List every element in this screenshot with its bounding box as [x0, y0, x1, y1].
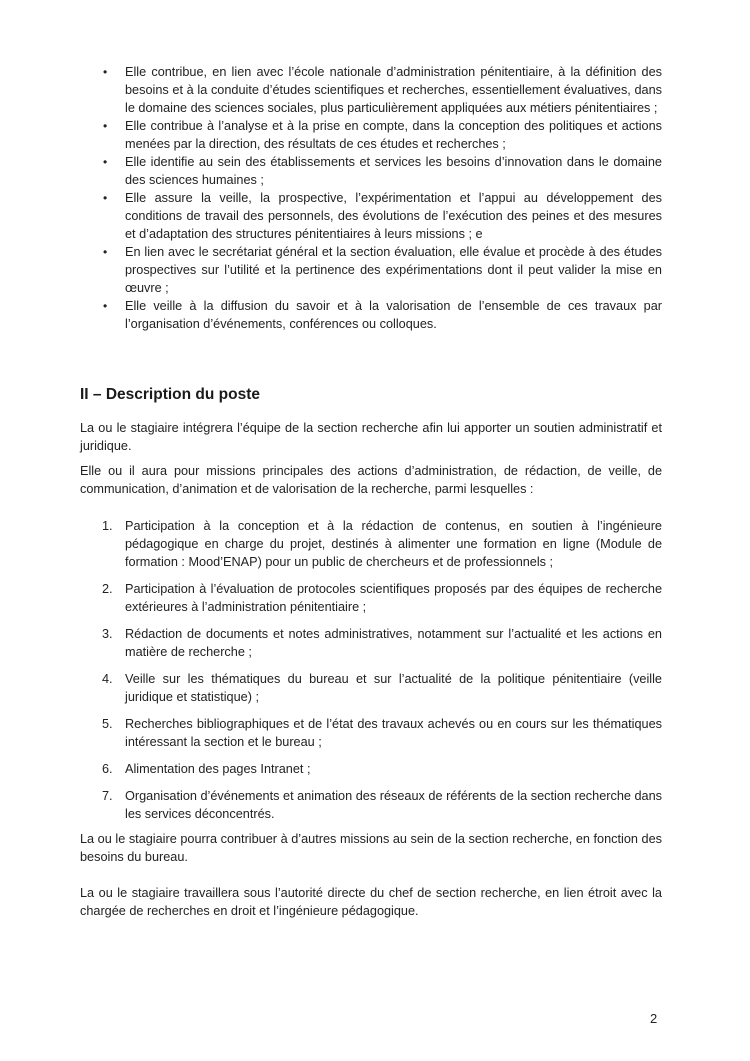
list-item: • Elle identifie au sein des établissements et services les besoins d’innovation dans le domaine des sciences humaines ; [103, 155, 662, 187]
list-item: • Elle contribue, en lien avec l’école nationale d’administration pénitentiaire, à la définition des besoins et à la conduite d’études scientifiques et recherches, essentiellement évaluatives, dans le domaine des sciences sociales, plus particulièrement appliquées aux métiers pénitentiaires ; [103, 65, 662, 115]
list-item: 1. Participation à la conception et à la rédaction de contenus, en soutien à l’ingénieure pédagogique en charge du projet, destinés à alimenter une formation en ligne (Module de formation : Mood’ENAP) pour un public de chercheurs et de professionnels ; [102, 519, 662, 569]
list-item: 5. Recherches bibliographiques et de l’état des travaux achevés ou en cours sur les thématiques intéressant la section et le bureau ; [102, 717, 662, 749]
item-number: 2. [102, 582, 113, 596]
closing-paragraph-1: La ou le stagiaire pourra contribuer à d’autres missions au sein de la section recherche, en fonction des besoins du bureau. [80, 832, 662, 864]
list-item: • Elle assure la veille, la prospective, l’expérimentation et l’appui au développement des conditions de travail des personnels, des évolutions de l’exécution des peines et des mesures et d’adaptation des structures pénitentiaires à leurs missions ; e [103, 191, 662, 241]
missions-intro-paragraph: Elle ou il aura pour missions principales des actions d’administration, de rédaction, de veille, de communication, d’animation et de valorisation de la recherche, parmi lesquelles : [80, 464, 662, 496]
page-number: 2 [650, 1011, 658, 1026]
item-number: 3. [102, 627, 113, 641]
item-number: 7. [102, 789, 113, 803]
list-item: 3. Rédaction de documents et notes administratives, notamment sur l’actualité et les actions en matière de recherche ; [102, 627, 662, 659]
list-item: 2. Participation à l’évaluation de protocoles scientifiques proposés par des équipes de recherche extérieures à l’administration pénitentiaire ; [102, 582, 662, 614]
list-item: 4. Veille sur les thématiques du bureau et sur l’actualité de la politique pénitentiaire (veille juridique et statistique) ; [102, 672, 662, 704]
section-title: II – Description du poste [80, 386, 260, 403]
list-item: • En lien avec le secrétariat général et la section évaluation, elle évalue et procède à des études prospectives sur l’utilité et la pertinence des expérimentations dont il peut valider la mise en œuvre ; [103, 245, 662, 295]
duties-bullet-list [100, 63, 662, 333]
intro-paragraph: La ou le stagiaire intégrera l’équipe de la section recherche afin lui apporter un soutien administratif et juridique. [80, 421, 662, 453]
bullet-icon: • [103, 245, 108, 259]
item-number: 1. [102, 519, 113, 533]
list-item: • Elle contribue à l’analyse et à la prise en compte, dans la conception des politiques et actions menées par la direction, des résultats de ces études et recherches ; [103, 119, 662, 151]
bullet-icon: • [103, 299, 108, 313]
item-number: 4. [102, 672, 113, 686]
list-item: 7. Organisation d’événements et animation des réseaux de référents de la section recherche dans les services déconcentrés. [102, 789, 662, 821]
list-item: • Elle veille à la diffusion du savoir et à la valorisation de l’ensemble de ces travaux par l’organisation d’événements, conférences ou colloques. [103, 299, 662, 331]
item-number: 6. [102, 762, 113, 776]
list-item: 6. Alimentation des pages Intranet ; [102, 762, 311, 776]
bullet-icon: • [103, 155, 108, 169]
bullet-icon: • [103, 191, 108, 205]
closing-paragraph-2: La ou le stagiaire travaillera sous l’autorité directe du chef de section recherche, en lien étroit avec la chargée de recherches en droit et l’ingénieure pédagogique. [80, 886, 662, 918]
bullet-icon: • [103, 65, 108, 79]
item-number: 5. [102, 717, 113, 731]
missions-numbered-list [100, 517, 662, 832]
bullet-icon: • [103, 119, 108, 133]
